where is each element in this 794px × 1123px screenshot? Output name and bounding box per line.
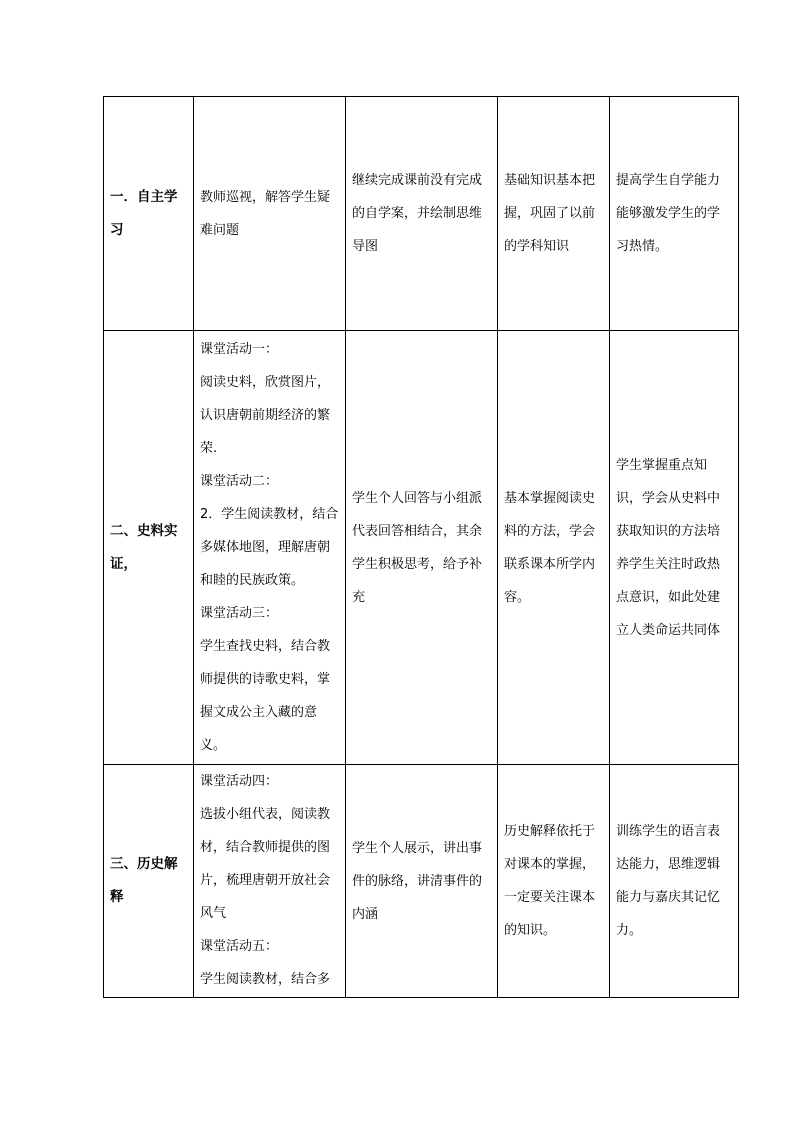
activity-heading: 课堂活动二： (200, 474, 279, 489)
teacher-activity-cell (194, 331, 346, 765)
lesson-plan-table (103, 96, 739, 998)
goal-cell: 学生掌握重点知识，学会从史料中获取知识的方法培养学生关注时政热点意识，如此处建立人类命运共同体 (610, 331, 739, 765)
stage-cell: 三、历史解释 (104, 765, 194, 998)
design-intent-cell: 历史解释依托于对课本的掌握，一定要关注课本的知识。 (498, 765, 610, 998)
activity-text: 选拔小组代表，阅读教材，结合教师提供的图片，梳理唐朝开放社会风气 (200, 807, 331, 921)
table-row (104, 97, 739, 331)
table-row (104, 765, 739, 998)
teacher-activity-cell (194, 97, 346, 331)
activity-text: 阅读史料，欣赏图片，认识唐朝前期经济的繁荣. (200, 375, 331, 456)
teacher-activity-text: 教师巡视，解答学生疑难问题 (200, 189, 331, 238)
stage-cell: 二、史料实证， (104, 331, 194, 765)
activity-text: 学生查找史料，结合教师提供的诗歌史料，掌握文成公主入藏的意义。 (200, 639, 331, 753)
student-activity-cell: 继续完成课前没有完成的自学案，并绘制思维导图 (346, 97, 498, 331)
activity-heading: 课堂活动一： (200, 342, 279, 357)
activity-heading: 课堂活动五： (200, 939, 279, 954)
activity-text: 2．学生阅读教材，结合多媒体地图，理解唐朝和睦的民族政策。 (200, 507, 339, 588)
stage-cell: 一．自主学习 (104, 97, 194, 331)
student-activity-cell: 学生个人展示，讲出事件的脉络，讲清事件的内涵 (346, 765, 498, 998)
student-activity-cell: 学生个人回答与小组派代表回答相结合，其余学生积极思考，给予补充 (346, 331, 498, 765)
activity-text: 学生阅读教材，结合多 (200, 972, 331, 987)
activity-heading: 课堂活动四： (200, 774, 279, 789)
goal-cell: 训练学生的语言表达能力，思维逻辑能力与嘉庆其记忆力。 (610, 765, 739, 998)
goal-cell: 提高学生自学能力能够激发学生的学习热情。 (610, 97, 739, 331)
table-row (104, 331, 739, 765)
design-intent-cell: 基础知识基本把握，巩固了以前的学科知识 (498, 97, 610, 331)
activity-heading: 课堂活动三： (200, 606, 279, 621)
design-intent-cell: 基本掌握阅读史料的方法，学会联系课本所学内容。 (498, 331, 610, 765)
teacher-activity-cell (194, 765, 346, 998)
